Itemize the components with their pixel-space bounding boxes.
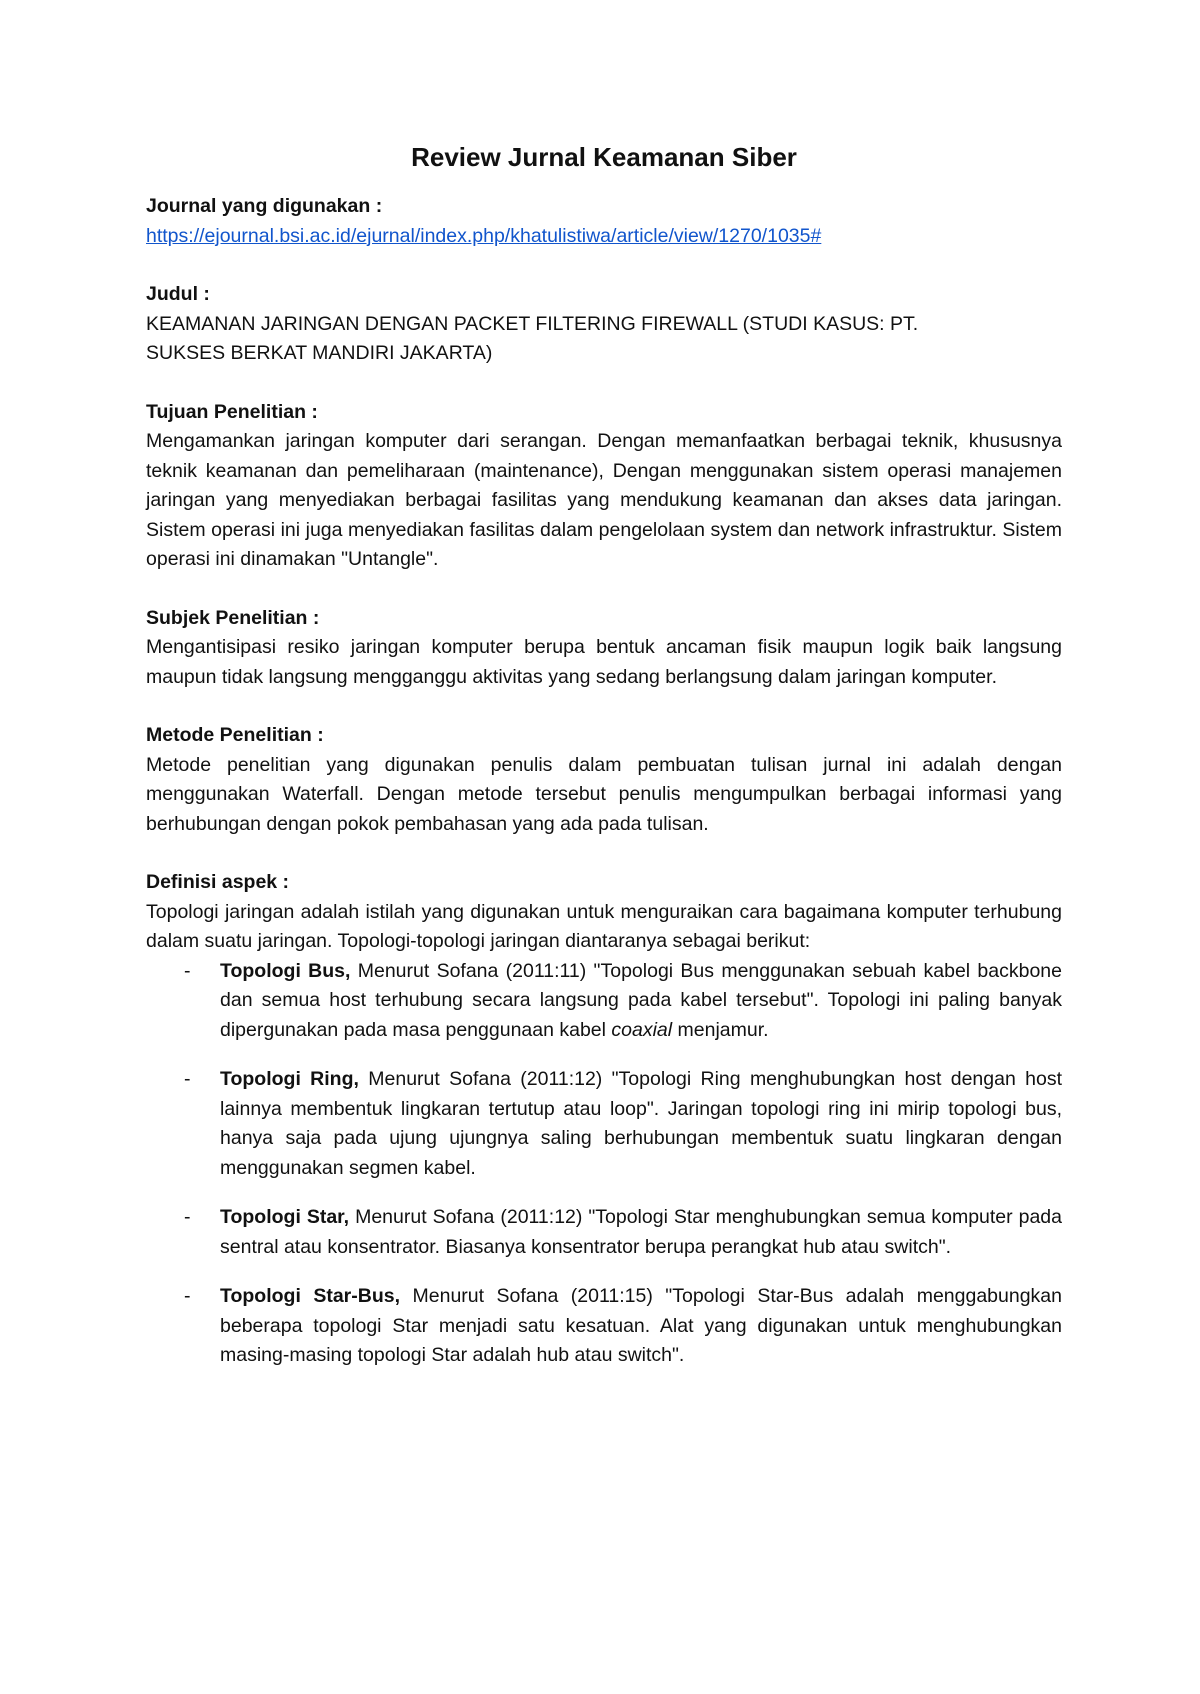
list-item-topologi-star (146, 1203, 1062, 1262)
metode-label: Metode Penelitian : (146, 724, 324, 746)
topology-description-end: menjamur. (672, 1018, 769, 1041)
topology-term: Topologi Star, (220, 1206, 350, 1228)
subjek-text: Mengantisipasi resiko jaringan komputer berupa bentuk ancaman fisik maupun logik baik langsung maupun tidak langsung mengganggu aktivitas yang sedang berlangsung dalam jaringan komputer. (146, 636, 1062, 688)
judul-label: Judul : (146, 283, 210, 305)
subjek-label: Subjek Penelitian : (146, 606, 320, 629)
topology-term: Topologi Star-Bus, (220, 1285, 401, 1307)
topology-term: Topologi Ring, (220, 1068, 359, 1090)
tujuan-section (146, 398, 1062, 575)
subjek-section (146, 604, 1062, 693)
journal-link[interactable]: https://ejournal.bsi.ac.id/ejurnal/index.php/khatulistiwa/article/view/1270/1035# (146, 224, 822, 247)
document-title: Review Jurnal Keamanan Siber (411, 142, 797, 172)
topology-description: Menurut Sofana (2011:12) "Topologi Star menghubungkan semua komputer pada sentral atau konsentrator. Biasanya konsentrator berupa perangkat hub atau switch". (220, 1206, 1062, 1258)
bullet-dash: - (184, 1285, 191, 1307)
bullet-dash: - (184, 1206, 191, 1228)
topology-description: Menurut Sofana (2011:12) "Topologi Ring menghubungkan host dengan host lainnya membentuk lingkaran tertutup atau loop". Jaringan topologi ring ini mirip topologi bus, hanya saja pada ujung ujungnya saling berhubungan membentuk suatu lingkaran dengan menggunakan segmen kabel. (220, 1068, 1063, 1179)
judul-line-1: KEAMANAN JARINGAN DENGAN PACKET FILTERING FIREWALL (STUDI KASUS: PT. (146, 312, 919, 335)
topology-italic: coaxial (611, 1018, 673, 1041)
judul-line-2: SUKSES BERKAT MANDIRI JAKARTA) (146, 342, 493, 364)
list-item-topologi-bus (146, 957, 1062, 1046)
topology-description: Menurut Sofana (2011:11) "Topologi Bus menggunakan sebuah kabel backbone dan semua host terhubung secara langsung pada kabel tersebut". Topologi ini paling banyak dipergunakan pada masa penggunaan kabel (220, 959, 1062, 1041)
tujuan-label: Tujuan Penelitian : (146, 400, 318, 423)
journal-label: Journal yang digunakan : (146, 195, 383, 217)
topology-list (146, 957, 1062, 1371)
topology-description: Menurut Sofana (2011:15) "Topologi Star-Bus adalah menggabungkan beberapa topologi Star menjadi satu kesatuan. Alat yang digunakan untuk menghubungkan masing-masing topologi Star adalah hub atau switch". (220, 1285, 1062, 1366)
tujuan-text: Mengamankan jaringan komputer dari serangan. Dengan memanfaatkan berbagai teknik, khususnya teknik keamanan dan pemeliharaan (maintenance), Dengan menggunakan sistem operasi manajemen jaringan yang menyediakan berbagai fasilitas yang mendukung keamanan dan akses data jaringan. Sistem operasi ini juga menyediakan fasilitas dalam pengelolaan system dan network infrastruktur. Sistem operasi ini dinamakan "Untangle". (146, 430, 1062, 570)
list-item-topologi-ring (146, 1065, 1062, 1183)
bullet-dash: - (184, 1068, 191, 1090)
metode-text: Metode penelitian yang digunakan penulis dalam pembuatan tulisan jurnal ini adalah dengan menggunakan Waterfall. Dengan metode tersebut penulis mengumpulkan berbagai informasi yang berhubungan dengan pokok pembahasan yang ada pada tulisan. (146, 753, 1062, 835)
judul-section (146, 280, 1062, 369)
bullet-dash: - (184, 959, 191, 982)
list-item-topologi-star-bus (146, 1282, 1062, 1371)
metode-section (146, 721, 1062, 839)
definisi-intro: Topologi jaringan adalah istilah yang digunakan untuk menguraikan cara bagaimana komputer terhubung dalam suatu jaringan. Topologi-topologi jaringan diantaranya sebagai berikut: (146, 900, 1062, 952)
topology-term: Topologi Bus, (220, 959, 351, 982)
definisi-label: Definisi aspek : (146, 871, 290, 893)
journal-section (146, 192, 1062, 251)
definisi-section (146, 868, 1062, 1371)
document-page (146, 140, 1062, 1391)
